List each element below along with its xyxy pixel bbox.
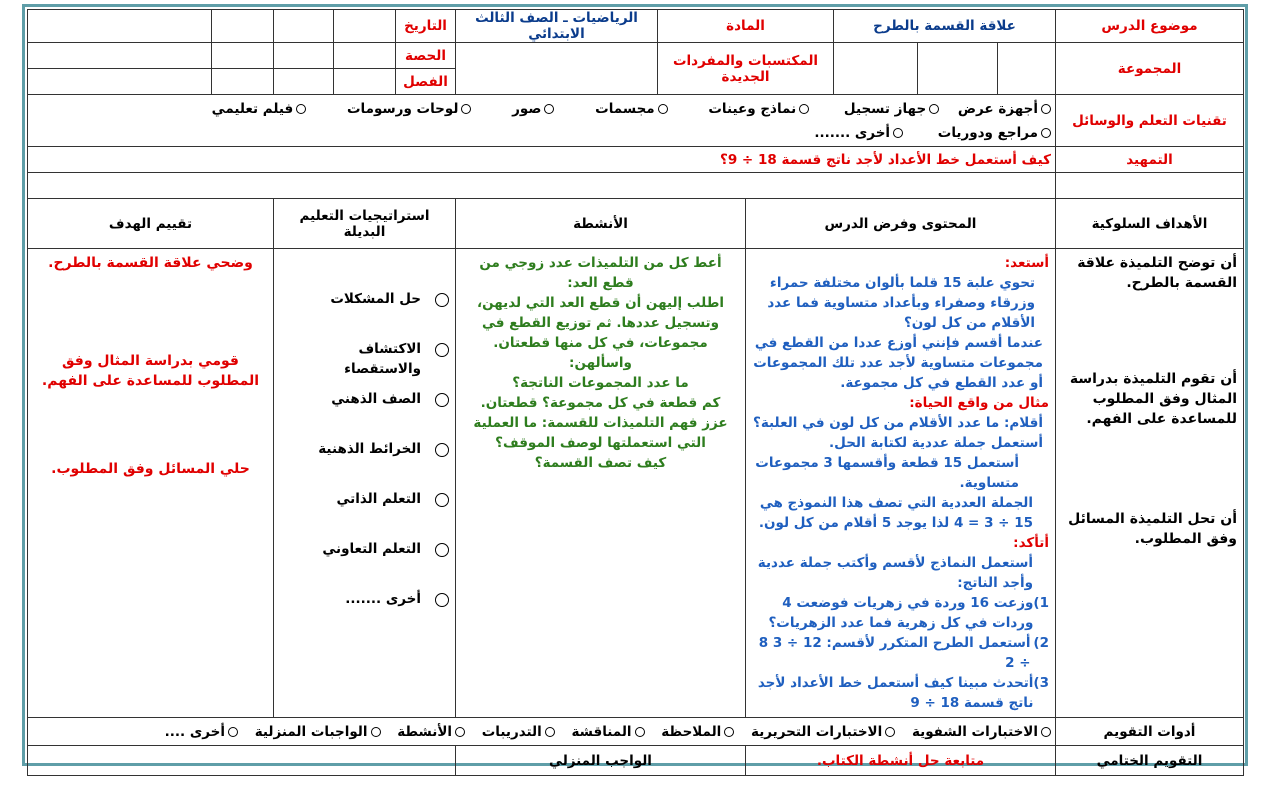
evaluation-options xyxy=(28,718,1056,746)
date-cell-3[interactable] xyxy=(212,10,274,43)
radio-circle-icon xyxy=(435,543,449,557)
radio-circle-icon xyxy=(461,104,471,114)
date-label: التاريخ xyxy=(396,10,456,43)
class-cell-1[interactable] xyxy=(334,69,396,95)
ready-text-2: عندما أقسم فإنني أوزع عددا من القطع في مجموعات متساوية لأجد عدد تلك المجموعات أو عدد القطع في كل مجموعة. xyxy=(753,335,1043,391)
date-cell-2[interactable] xyxy=(274,10,334,43)
activity-text: عزز فهم التلميذات للقسمة: ما العملية التي استعملتها لوصف الموقف؟ xyxy=(473,415,728,451)
blank-cell xyxy=(28,173,1056,199)
tool-option[interactable]: أخرى ....... xyxy=(814,121,903,145)
objective-item: أن تقوم التلميذة بدراسة المثال وفق المطلوب للمساعدة على الفهم. xyxy=(1069,371,1237,427)
strategies-list xyxy=(280,289,449,639)
strategy-item[interactable]: الاكتشاف والاستقصاء xyxy=(280,339,449,389)
tool-option[interactable]: فيلم تعليمي xyxy=(212,97,307,121)
topic-value: علاقة القسمة بالطرح xyxy=(834,10,1056,43)
evaluation-option[interactable]: الأنشطة xyxy=(397,724,465,740)
strategy-item[interactable]: الصف الذهني xyxy=(280,389,449,439)
check-item: 2) أستعمل الطرح المتكرر لأقسم: 12 ÷ 3 8 ÷ 2 xyxy=(758,635,1049,671)
strategies-header: استراتيجيات التعليم البديلة xyxy=(274,199,456,249)
strategy-item[interactable]: الخرائط الذهنية xyxy=(280,439,449,489)
evaluation-option[interactable]: أخرى .... xyxy=(165,724,238,740)
radio-circle-icon xyxy=(371,727,381,737)
tool-option[interactable]: جهاز تسجيل xyxy=(844,97,939,121)
period-cell-4[interactable] xyxy=(28,43,212,69)
activity-text: أعط كل من التلميذات عدد زوجي من قطع العد: xyxy=(479,255,722,291)
final-label: التقويم الختامي xyxy=(1056,746,1244,776)
strategy-item[interactable]: التعلم الذاتي xyxy=(280,489,449,539)
assessment-item: قومي بدراسة المثال وفق المطلوب للمساعدة على الفهم. xyxy=(41,353,260,389)
radio-circle-icon xyxy=(296,104,306,114)
date-cell-1[interactable] xyxy=(334,10,396,43)
vocab-label: المكتسبات والمفردات الجديدة xyxy=(658,43,834,95)
period-cell-3[interactable] xyxy=(212,43,274,69)
check-intro: أستعمل النماذج لأقسم وأكتب جملة عددية وأجد الناتج: xyxy=(757,555,1033,591)
class-cell-4[interactable] xyxy=(28,69,212,95)
radio-circle-icon xyxy=(435,393,449,407)
blank-cell xyxy=(1056,173,1244,199)
tool-option[interactable]: أجهزة عرض xyxy=(958,97,1051,121)
activity-text: ما عدد المجموعات الناتجة؟ xyxy=(512,375,689,391)
date-cell-4[interactable] xyxy=(28,10,212,43)
homework-label: الواجب المنزلي xyxy=(456,746,746,776)
objective-item: أن تحل التلميذة المسائل وفق المطلوب. xyxy=(1068,511,1237,547)
check-item: 3) أتحدث مبينا كيف أستعمل خط الأعداد لأجد ناتج قسمة 18 ÷ 9 xyxy=(757,675,1049,711)
evaluation-option[interactable]: الاختبارات التحريرية xyxy=(751,724,895,740)
activities-header: الأنشطة xyxy=(456,199,746,249)
radio-circle-icon xyxy=(435,293,449,307)
evaluation-option[interactable]: التدريبات xyxy=(482,724,555,740)
objective-item: أن توضح التلميذة علاقة القسمة بالطرح. xyxy=(1077,255,1237,291)
group-label: المجموعة xyxy=(1056,43,1244,95)
check-item: 1) وزعت 16 وردة في زهريات فوضعت 4 وردات في كل زهرية فما عدد الزهريات؟ xyxy=(768,595,1049,631)
radio-circle-icon xyxy=(544,104,554,114)
objectives-cell xyxy=(1056,249,1244,718)
subject-label: المادة xyxy=(658,10,834,43)
tools-label: تقنيات التعلم والوسائل xyxy=(1056,95,1244,147)
evaluation-option[interactable]: الاختبارات الشفوية xyxy=(912,724,1051,740)
radio-circle-icon xyxy=(228,727,238,737)
radio-circle-icon xyxy=(885,727,895,737)
radio-circle-icon xyxy=(1041,128,1051,138)
subject-value: الرياضيات ـ الصف الثالث الابتدائي xyxy=(456,10,658,43)
group-cell-2[interactable] xyxy=(918,43,998,95)
strategy-item[interactable]: أخرى ....... xyxy=(280,589,449,639)
radio-circle-icon xyxy=(724,727,734,737)
life-text-3: الجملة العددية التي تصف هذا النموذج هي 15 ÷ 3 = 4 لذا يوجد 5 أقلام من كل لون. xyxy=(758,495,1033,531)
ready-label: أستعد: xyxy=(1004,255,1049,271)
radio-circle-icon xyxy=(893,128,903,138)
radio-circle-icon xyxy=(435,493,449,507)
tool-option[interactable]: مجسمات xyxy=(595,97,668,121)
activity-text: كم قطعة في كل مجموعة؟ قطعتان. xyxy=(480,395,721,411)
lesson-plan-table xyxy=(27,9,1244,776)
homework-cell[interactable] xyxy=(28,746,456,776)
assessment-header: تقييم الهدف xyxy=(28,199,274,249)
intro-label: التمهيد xyxy=(1056,147,1244,173)
assessment-cell xyxy=(28,249,274,718)
content-cell xyxy=(746,249,1056,718)
intro-question: كيف أستعمل خط الأعداد لأجد ناتج قسمة 18 ÷ 9؟ xyxy=(28,147,1056,173)
tools-options xyxy=(28,95,1056,147)
radio-circle-icon xyxy=(1041,104,1051,114)
evaluation-option[interactable]: الواجبات المنزلية xyxy=(255,724,381,740)
group-cell-3[interactable] xyxy=(834,43,918,95)
vocab-cell[interactable] xyxy=(456,43,658,95)
strategies-cell xyxy=(274,249,456,718)
check-label: أتأكد: xyxy=(1013,535,1049,551)
period-cell-1[interactable] xyxy=(334,43,396,69)
strategy-item[interactable]: حل المشكلات xyxy=(280,289,449,339)
radio-circle-icon xyxy=(455,727,465,737)
evaluation-option[interactable]: المناقشة xyxy=(571,724,644,740)
life-text-2: أستعمل 15 قطعة وأقسمها 3 مجموعات متساوية. xyxy=(755,455,1019,491)
tool-option[interactable]: لوحات ورسومات xyxy=(347,97,472,121)
content-header: المحتوى وفرض الدرس xyxy=(746,199,1056,249)
radio-circle-icon xyxy=(929,104,939,114)
radio-circle-icon xyxy=(435,593,449,607)
class-cell-2[interactable] xyxy=(274,69,334,95)
life-label: مثال من واقع الحياة: xyxy=(909,395,1049,411)
radio-circle-icon xyxy=(1041,727,1051,737)
evaluation-option[interactable]: الملاحظة xyxy=(661,724,734,740)
tool-option[interactable]: نماذج وعينات xyxy=(708,97,809,121)
topic-label: موضوع الدرس xyxy=(1056,10,1244,43)
radio-circle-icon xyxy=(435,443,449,457)
assessment-item: حلي المسائل وفق المطلوب. xyxy=(51,461,250,477)
tool-option[interactable]: صور xyxy=(512,97,554,121)
radio-circle-icon xyxy=(545,727,555,737)
final-value: متابعة حل أنشطة الكتاب. xyxy=(746,746,1056,776)
objectives-header: الأهداف السلوكية xyxy=(1056,199,1244,249)
activity-text: اطلب إليهن أن قطع العد التي لديهن، وتسجيل عددها. ثم توزيع القطع في مجموعات، في كل منها قطعتان. واسألهن: xyxy=(476,295,725,371)
tool-option[interactable]: مراجع ودوريات xyxy=(938,121,1051,145)
strategy-item[interactable]: التعلم التعاوني xyxy=(280,539,449,589)
period-cell-2[interactable] xyxy=(274,43,334,69)
group-cell-1[interactable] xyxy=(998,43,1056,95)
life-text: أقلام: ما عدد الأقلام من كل لون في العلبة؟ أستعمل جملة عددية لكتابة الحل. xyxy=(753,415,1043,451)
radio-circle-icon xyxy=(635,727,645,737)
radio-circle-icon xyxy=(658,104,668,114)
period-label: الحصة xyxy=(396,43,456,69)
activity-text: كيف تصف القسمة؟ xyxy=(534,455,667,471)
activities-cell xyxy=(456,249,746,718)
class-label: الفصل xyxy=(396,69,456,95)
radio-circle-icon xyxy=(799,104,809,114)
evaluation-label: أدوات التقويم xyxy=(1056,718,1244,746)
ready-text: تحوي علبة 15 قلما بألوان مختلفة حمراء وزرقاء وصفراء وبأعداد متساوية فما عدد الأقلام من كل لون؟ xyxy=(767,275,1035,331)
class-cell-3[interactable] xyxy=(212,69,274,95)
assessment-item: وضحي علاقة القسمة بالطرح. xyxy=(48,255,253,271)
radio-circle-icon xyxy=(435,343,449,357)
